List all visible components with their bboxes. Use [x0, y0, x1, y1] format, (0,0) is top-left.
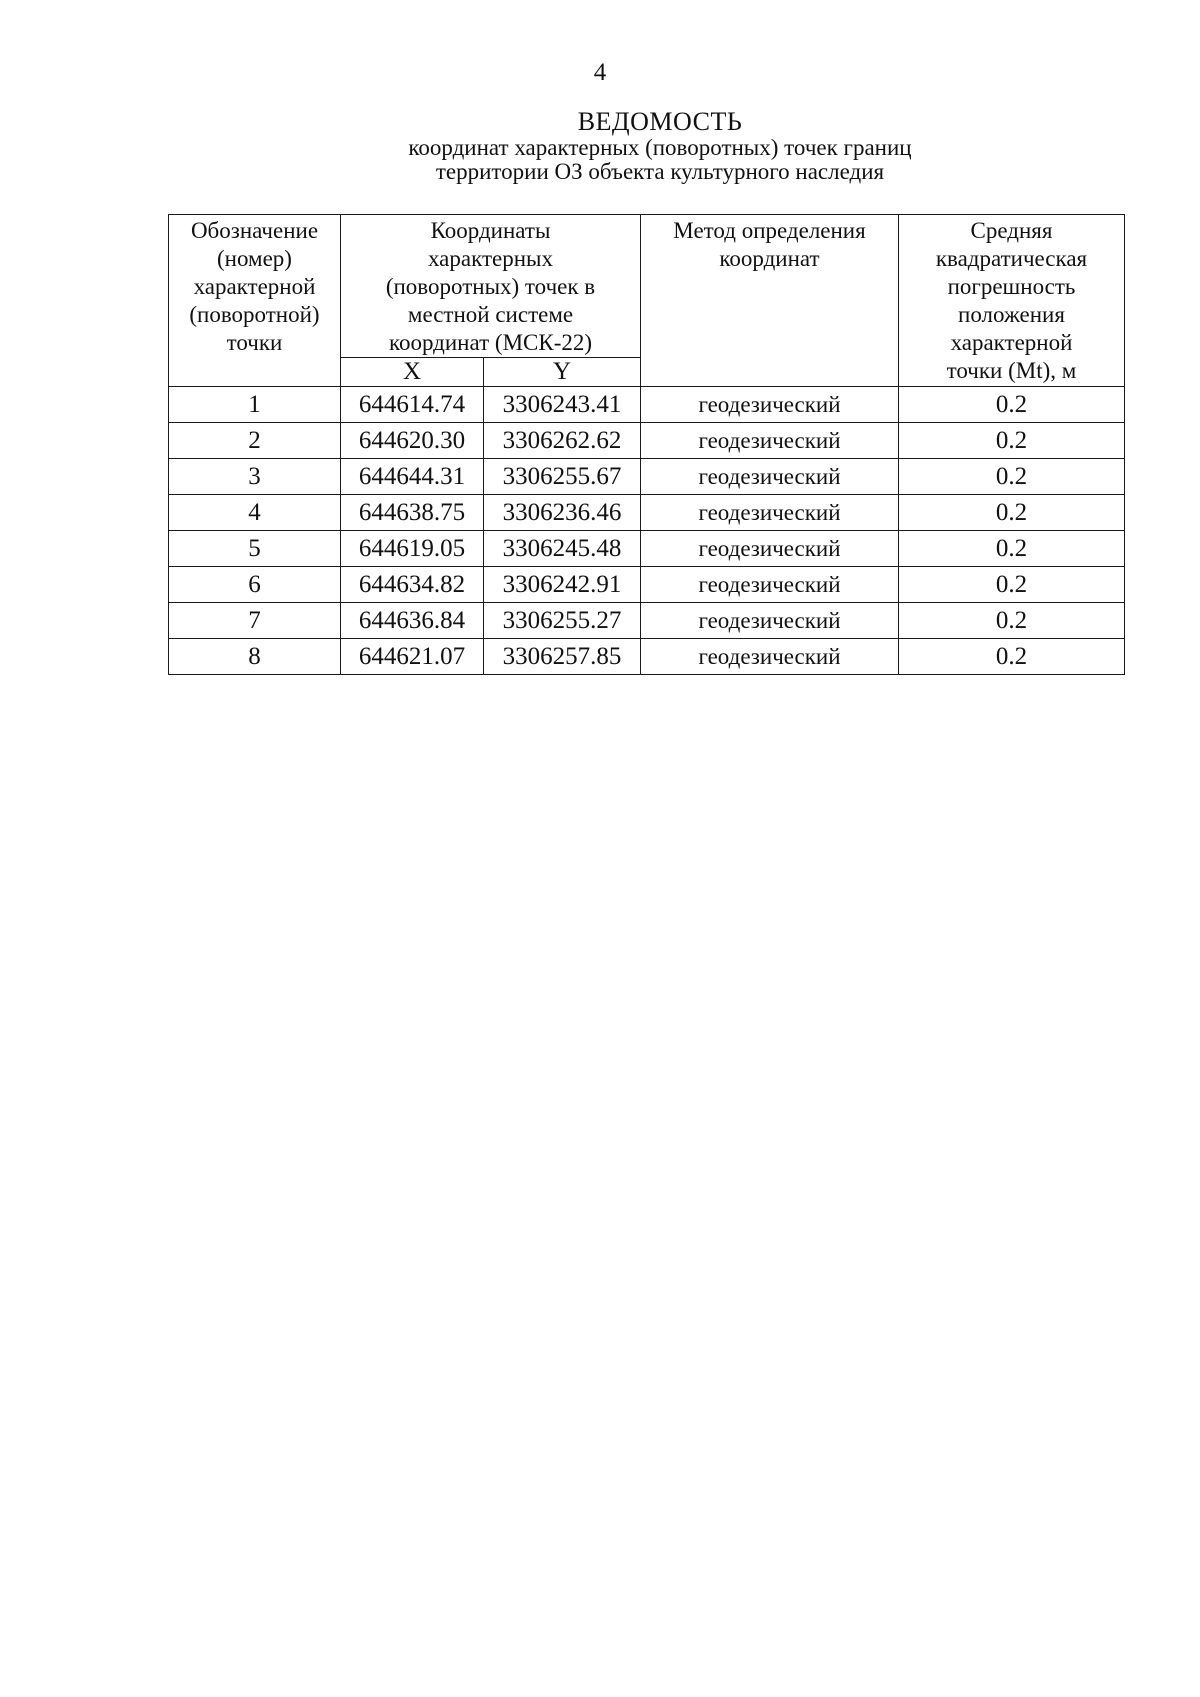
cell-x: 644638.75: [341, 495, 484, 531]
cell-y: 3306262.62: [484, 423, 641, 459]
header-y: Y: [484, 358, 641, 387]
header-error-line: погрешность: [947, 274, 1076, 299]
header-error-line: характерной: [950, 330, 1073, 355]
cell-point-number: 2: [169, 423, 341, 459]
cell-x: 644619.05: [341, 531, 484, 567]
table-row: [169, 387, 1125, 423]
cell-x: 644636.84: [341, 603, 484, 639]
cell-y: 3306255.27: [484, 603, 641, 639]
cell-method: геодезический: [641, 423, 899, 459]
cell-point-number: 6: [169, 567, 341, 603]
header-coordinates-line: (поворотных) точек в: [385, 274, 596, 299]
cell-method: геодезический: [641, 495, 899, 531]
header-designation-line: Обозначение: [190, 218, 319, 243]
cell-x: 644620.30: [341, 423, 484, 459]
cell-method: геодезический: [641, 387, 899, 423]
cell-method: геодезический: [641, 639, 899, 675]
cell-error: 0.2: [899, 639, 1125, 675]
cell-point-number: 5: [169, 531, 341, 567]
cell-point-number: 3: [169, 459, 341, 495]
title-block: [330, 108, 990, 184]
header-coordinates-line: Координаты: [430, 218, 551, 243]
cell-y: 3306236.46: [484, 495, 641, 531]
header-coordinates-line: характерных: [427, 246, 553, 271]
table-row: [169, 423, 1125, 459]
cell-error: 0.2: [899, 567, 1125, 603]
document-subtitle-line-2: территории ОЗ объекта культурного наследия: [435, 159, 885, 184]
cell-error: 0.2: [899, 531, 1125, 567]
coordinates-table: [168, 214, 1125, 675]
header-error-line: точки (Mt), м: [946, 358, 1077, 383]
header-coordinates-line: местной системе: [407, 302, 574, 327]
cell-x: 644614.74: [341, 387, 484, 423]
header-designation-line: характерной: [193, 274, 316, 299]
header-coordinates-line: координат (МСК-22): [388, 330, 593, 355]
header-row-1: [169, 215, 1125, 358]
page-number: 4: [593, 59, 607, 86]
cell-error: 0.2: [899, 495, 1125, 531]
cell-error: 0.2: [899, 459, 1125, 495]
cell-error: 0.2: [899, 387, 1125, 423]
header-error: [899, 215, 1125, 387]
document-subtitle-line-1: координат характерных (поворотных) точек границ: [408, 135, 912, 160]
cell-y: 3306257.85: [484, 639, 641, 675]
table-body: [169, 387, 1125, 675]
cell-y: 3306245.48: [484, 531, 641, 567]
table-row: [169, 639, 1125, 675]
document-title: ВЕДОМОСТЬ: [577, 107, 743, 136]
cell-method: геодезический: [641, 459, 899, 495]
header-method: [641, 215, 899, 387]
cell-point-number: 7: [169, 603, 341, 639]
header-method-line: Метод определения: [673, 218, 866, 243]
cell-method: геодезический: [641, 603, 899, 639]
table-row: [169, 459, 1125, 495]
header-error-line: положения: [958, 302, 1065, 327]
header-error-line: Средняя: [970, 218, 1053, 243]
table-row: [169, 495, 1125, 531]
cell-error: 0.2: [899, 603, 1125, 639]
cell-method: геодезический: [641, 567, 899, 603]
header-coordinates: [341, 215, 641, 358]
cell-error: 0.2: [899, 423, 1125, 459]
table-row: [169, 531, 1125, 567]
table-row: [169, 567, 1125, 603]
table-row: [169, 603, 1125, 639]
header-designation-line: (поворотной): [189, 302, 320, 327]
cell-point-number: 1: [169, 387, 341, 423]
cell-x: 644634.82: [341, 567, 484, 603]
header-error-line: квадратическая: [935, 246, 1088, 271]
cell-x: 644644.31: [341, 459, 484, 495]
table-header: [169, 215, 1125, 387]
header-designation-line: точки: [226, 330, 283, 355]
header-x: X: [341, 358, 484, 387]
cell-method: геодезический: [641, 531, 899, 567]
header-designation-line: (номер): [217, 246, 292, 271]
cell-point-number: 4: [169, 495, 341, 531]
cell-x: 644621.07: [341, 639, 484, 675]
cell-y: 3306242.91: [484, 567, 641, 603]
header-designation: [169, 215, 341, 387]
cell-point-number: 8: [169, 639, 341, 675]
header-method-line: координат: [719, 246, 820, 271]
cell-y: 3306243.41: [484, 387, 641, 423]
cell-y: 3306255.67: [484, 459, 641, 495]
